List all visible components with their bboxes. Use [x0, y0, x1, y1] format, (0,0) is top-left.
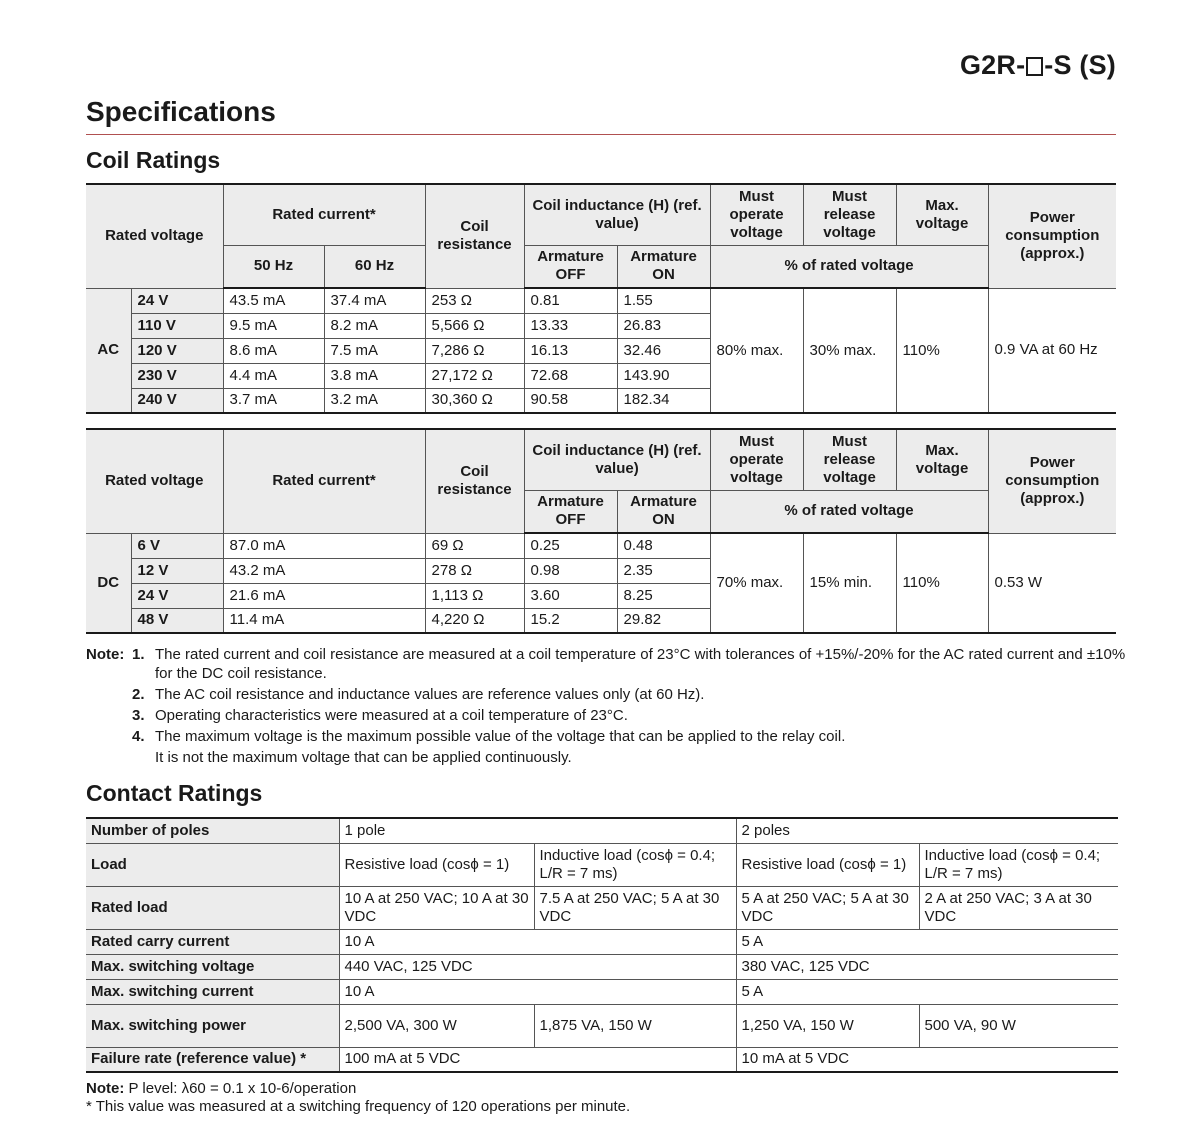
cell: 2 poles	[736, 818, 1118, 843]
must-release-value: 15% min.	[803, 533, 896, 633]
note-number: 4.	[132, 728, 145, 745]
arm-on-cell: 1.55	[617, 288, 710, 313]
current-50hz-cell: 3.7 mA	[223, 388, 324, 413]
table-row	[86, 929, 1118, 954]
note-number: 1.	[132, 646, 145, 663]
current-50hz-cell: 8.6 mA	[223, 338, 324, 363]
row-label: Max. switching voltage	[86, 954, 339, 979]
current-cell: 21.6 mA	[223, 583, 425, 608]
h-coil-resistance: Coil resistance	[425, 429, 524, 533]
cell: 10 A	[339, 929, 736, 954]
cell: 5 A	[736, 979, 1118, 1004]
current-50hz-cell: 43.5 mA	[223, 288, 324, 313]
arm-off-cell: 16.13	[524, 338, 617, 363]
current-cell: 87.0 mA	[223, 533, 425, 558]
max-voltage-value: 110%	[896, 288, 988, 413]
arm-off-cell: 0.25	[524, 533, 617, 558]
note-4-continued	[86, 748, 1126, 767]
model-number	[960, 50, 1116, 81]
note-number: 3.	[132, 707, 145, 724]
max-voltage-value: 110%	[896, 533, 988, 633]
table-row	[86, 843, 1118, 886]
h-max-voltage: Max. voltage	[896, 429, 988, 490]
h-must-release: Must release voltage	[803, 429, 896, 490]
cell: 10 mA at 5 VDC	[736, 1047, 1118, 1072]
model-suffix: -S (S)	[1044, 50, 1116, 80]
h-coil-inductance: Coil inductance (H) (ref. value)	[524, 184, 710, 245]
contact-ratings-table	[86, 817, 1118, 1073]
voltage-cell: 110 V	[131, 313, 223, 338]
current-60hz-cell: 8.2 mA	[324, 313, 425, 338]
h-rated-voltage: Rated voltage	[86, 429, 223, 533]
table-row	[86, 533, 1116, 558]
h-max-voltage: Max. voltage	[896, 184, 988, 245]
cell: 5 A at 250 VAC; 5 A at 30 VDC	[736, 886, 919, 929]
current-cell: 43.2 mA	[223, 558, 425, 583]
arm-on-cell: 2.35	[617, 558, 710, 583]
ac-label: AC	[86, 288, 131, 413]
table-row	[86, 886, 1118, 929]
note-text: The AC coil resistance and inductance values are reference values only (at 60 Hz).	[155, 686, 705, 703]
dc-coil-table	[86, 428, 1116, 634]
note-text: Operating characteristics were measured at a coil temperature of 23°C.	[155, 707, 628, 724]
h-arm-off: Armature OFF	[524, 245, 617, 288]
voltage-cell: 12 V	[131, 558, 223, 583]
arm-off-cell: 0.98	[524, 558, 617, 583]
cell: 7.5 A at 250 VAC; 5 A at 30 VDC	[534, 886, 736, 929]
resistance-cell: 253 Ω	[425, 288, 524, 313]
resistance-cell: 30,360 Ω	[425, 388, 524, 413]
h-rated-voltage: Rated voltage	[86, 184, 223, 288]
voltage-cell: 48 V	[131, 608, 223, 633]
table-row	[86, 288, 1116, 313]
h-rated-current: Rated current*	[223, 184, 425, 245]
note-text: It is not the maximum voltage that can be applied continuously.	[155, 749, 572, 766]
current-50hz-cell: 9.5 mA	[223, 313, 324, 338]
arm-on-cell: 143.90	[617, 363, 710, 388]
resistance-cell: 1,113 Ω	[425, 583, 524, 608]
resistance-cell: 69 Ω	[425, 533, 524, 558]
current-60hz-cell: 3.8 mA	[324, 363, 425, 388]
h-must-operate: Must operate voltage	[710, 184, 803, 245]
must-release-value: 30% max.	[803, 288, 896, 413]
resistance-cell: 278 Ω	[425, 558, 524, 583]
table-row	[86, 1047, 1118, 1072]
model-prefix: G2R-	[959, 50, 1026, 80]
title-divider	[86, 134, 1116, 135]
h-coil-resistance: Coil resistance	[425, 184, 524, 288]
note-label: Note:	[86, 646, 125, 663]
voltage-cell: 6 V	[131, 533, 223, 558]
arm-off-cell: 3.60	[524, 583, 617, 608]
h-must-release: Must release voltage	[803, 184, 896, 245]
cell: 1,250 VA, 150 W	[736, 1004, 919, 1047]
table-row	[86, 818, 1118, 843]
resistance-cell: 27,172 Ω	[425, 363, 524, 388]
cell: 10 A at 250 VAC; 10 A at 30 VDC	[339, 886, 534, 929]
arm-on-cell: 29.82	[617, 608, 710, 633]
blank-box-icon	[1026, 57, 1043, 76]
cell: Inductive load (cosϕ = 0.4; L/R = 7 ms)	[534, 843, 736, 886]
h-60hz: 60 Hz	[324, 245, 425, 288]
cell: 10 A	[339, 979, 736, 1004]
h-rated-current: Rated current*	[223, 429, 425, 533]
note-text: The rated current and coil resistance are measured at a coil temperature of 23°C with tolerances of +15%/-20% for the AC rated current and ±10% for the DC coil resistance.	[155, 646, 1126, 682]
cell: Inductive load (cosϕ = 0.4; L/R = 7 ms)	[919, 843, 1118, 886]
row-label: Failure rate (reference value) *	[86, 1047, 339, 1072]
h-power: Power consumption (approx.)	[988, 184, 1116, 288]
arm-on-cell: 8.25	[617, 583, 710, 608]
note-1	[86, 645, 1126, 683]
note-text: The maximum voltage is the maximum possible value of the voltage that can be applied to the relay coil.	[155, 728, 846, 745]
row-label: Max. switching power	[86, 1004, 339, 1047]
arm-on-cell: 26.83	[617, 313, 710, 338]
table-row	[86, 979, 1118, 1004]
arm-on-cell: 0.48	[617, 533, 710, 558]
current-60hz-cell: 7.5 mA	[324, 338, 425, 363]
footnote-text: P level: λ60 = 0.1 x 10-6/operation	[128, 1080, 357, 1097]
arm-off-cell: 13.33	[524, 313, 617, 338]
ac-coil-table	[86, 183, 1116, 414]
cell: 380 VAC, 125 VDC	[736, 954, 1118, 979]
row-label: Load	[86, 843, 339, 886]
voltage-cell: 120 V	[131, 338, 223, 363]
must-operate-value: 80% max.	[710, 288, 803, 413]
footnote-label: Note:	[86, 1080, 125, 1097]
resistance-cell: 5,566 Ω	[425, 313, 524, 338]
voltage-cell: 24 V	[131, 288, 223, 313]
note-4	[86, 727, 1126, 746]
note-number: 2.	[132, 686, 145, 703]
power-value: 0.53 W	[988, 533, 1116, 633]
row-label: Rated carry current	[86, 929, 339, 954]
h-50hz: 50 Hz	[223, 245, 324, 288]
h-arm-on: Armature ON	[617, 490, 710, 533]
h-coil-inductance: Coil inductance (H) (ref. value)	[524, 429, 710, 490]
dc-label: DC	[86, 533, 131, 633]
cell: Resistive load (cosϕ = 1)	[736, 843, 919, 886]
h-arm-on: Armature ON	[617, 245, 710, 288]
resistance-cell: 7,286 Ω	[425, 338, 524, 363]
row-label: Rated load	[86, 886, 339, 929]
arm-off-cell: 0.81	[524, 288, 617, 313]
voltage-cell: 230 V	[131, 363, 223, 388]
voltage-cell: 24 V	[131, 583, 223, 608]
arm-off-cell: 72.68	[524, 363, 617, 388]
note-2	[86, 685, 1126, 704]
current-60hz-cell: 3.2 mA	[324, 388, 425, 413]
contact-footnote	[86, 1080, 630, 1116]
resistance-cell: 4,220 Ω	[425, 608, 524, 633]
must-operate-value: 70% max.	[710, 533, 803, 633]
voltage-cell: 240 V	[131, 388, 223, 413]
cell: 5 A	[736, 929, 1118, 954]
h-arm-off: Armature OFF	[524, 490, 617, 533]
footnote-star: * This value was measured at a switching frequency of 120 operations per minute.	[86, 1098, 631, 1115]
coil-notes	[86, 645, 1126, 767]
cell: 2,500 VA, 300 W	[339, 1004, 534, 1047]
power-value: 0.9 VA at 60 Hz	[988, 288, 1116, 413]
row-label: Number of poles	[86, 818, 339, 843]
cell: 1 pole	[339, 818, 736, 843]
contact-ratings-title: Contact Ratings	[86, 780, 263, 806]
arm-on-cell: 182.34	[617, 388, 710, 413]
note-3	[86, 706, 1126, 725]
cell: Resistive load (cosϕ = 1)	[339, 843, 534, 886]
table-row	[86, 954, 1118, 979]
current-50hz-cell: 4.4 mA	[223, 363, 324, 388]
h-must-operate: Must operate voltage	[710, 429, 803, 490]
section-title: Specifications	[86, 96, 276, 127]
h-pct-rated: % of rated voltage	[710, 490, 988, 533]
cell: 1,875 VA, 150 W	[534, 1004, 736, 1047]
cell: 440 VAC, 125 VDC	[339, 954, 736, 979]
coil-ratings-title: Coil Ratings	[86, 147, 221, 173]
h-pct-rated: % of rated voltage	[710, 245, 988, 288]
arm-off-cell: 90.58	[524, 388, 617, 413]
row-label: Max. switching current	[86, 979, 339, 1004]
current-60hz-cell: 37.4 mA	[324, 288, 425, 313]
table-row	[86, 1004, 1118, 1047]
cell: 2 A at 250 VAC; 3 A at 30 VDC	[919, 886, 1118, 929]
cell: 100 mA at 5 VDC	[339, 1047, 736, 1072]
cell: 500 VA, 90 W	[919, 1004, 1118, 1047]
current-cell: 11.4 mA	[223, 608, 425, 633]
h-power: Power consumption (approx.)	[988, 429, 1116, 533]
arm-on-cell: 32.46	[617, 338, 710, 363]
footnote-line-1	[86, 1080, 630, 1098]
arm-off-cell: 15.2	[524, 608, 617, 633]
